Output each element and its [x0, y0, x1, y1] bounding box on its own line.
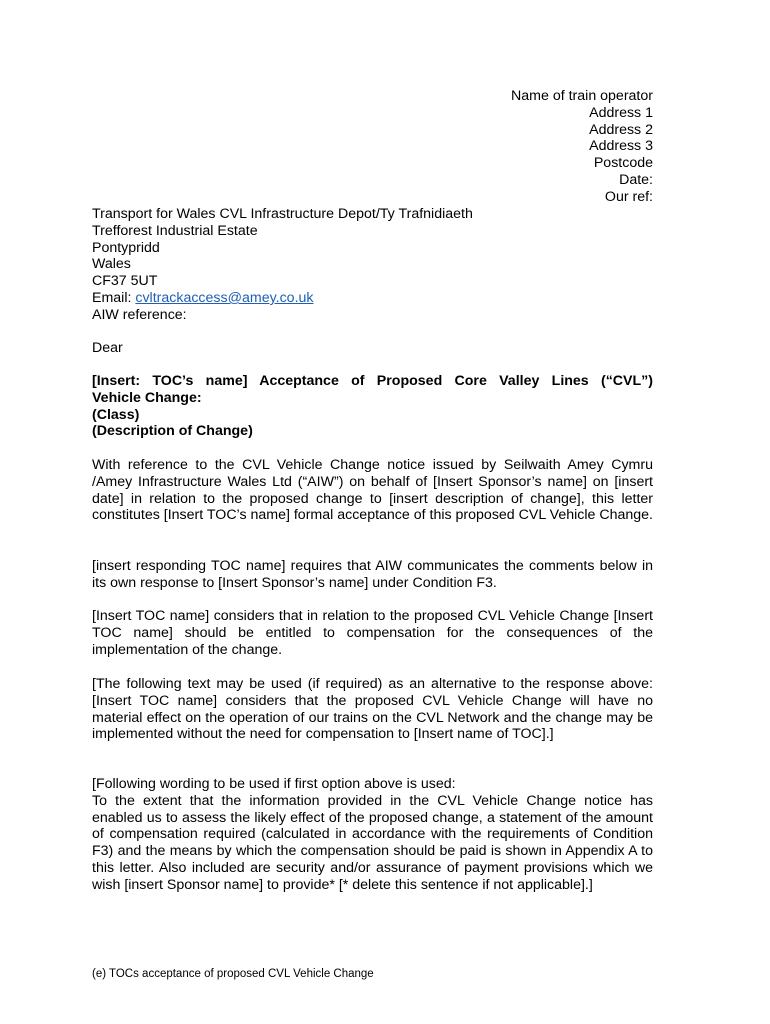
- sender-date: Date:: [619, 171, 653, 188]
- subject-line-3: (Class): [92, 406, 140, 423]
- page-footer: (e) TOCs acceptance of proposed CVL Vehicle Change: [92, 968, 374, 980]
- following-wording-body: To the extent that the information provided in the CVL Vehicle Change notice has enabled us to assess the likely effect of the proposed change, a statement of the amount of compensation required (calculated in accordance with the requirements of Condition F3) and the means by which the compensation should be paid is shown in Appendix A to this letter. Also included are security and/or assurance of payment provisions which we wish [insert Sponsor name] to provide* [* delete this sentence if not applicable].]: [92, 792, 653, 893]
- sender-our-ref: Our ref:: [604, 188, 653, 205]
- recipient-line-3: Pontypridd: [92, 239, 160, 256]
- sender-address-1: Address 1: [589, 104, 653, 121]
- sender-postcode: Postcode: [593, 155, 653, 172]
- recipient-email-line: [92, 290, 473, 307]
- subject-line-1: [Insert: TOC’s name] Acceptance of Proposed Core Valley Lines (“CVL”): [92, 373, 653, 389]
- email-link[interactable]: cvltrackaccess@amey.co.uk: [135, 289, 314, 306]
- paragraph-alternative: [The following text may be used (if required) as an alternative to the response above:[Insert TOC name] considers that the proposed CVL Vehicle Change will have no material effect on the operation of our trains on the CVL Network and the change may be implemented without the need for compensation to [Insert name of TOC].]: [92, 676, 653, 743]
- recipient-postcode: CF37 5UT: [92, 273, 158, 290]
- sender-name: Name of train operator: [511, 88, 653, 104]
- sender-address-2: Address 2: [589, 121, 653, 138]
- paragraph-reference: With reference to the CVL Vehicle Change notice issued by Seilwaith Amey Cymru /Amey Infrastructure Wales Ltd (“AIW”) on behalf of [Insert Sponsor’s name] on [insert date] in relation to the proposed change to [insert description of change], this letter constitutes [Insert TOC’s name] formal acceptance of this proposed CVL Vehicle Change.: [92, 457, 653, 524]
- subject-line-2: Vehicle Change:: [92, 389, 202, 406]
- subject-heading: [92, 373, 653, 440]
- paragraph-compensation: [Insert TOC name] considers that in relation to the proposed CVL Vehicle Change [Insert TOC name] should be entitled to compensation for the consequences of the implementation of the change.: [92, 608, 653, 658]
- recipient-line-4: Wales: [92, 256, 131, 273]
- email-label: Email:: [92, 289, 136, 306]
- recipient-line-1: Transport for Wales CVL Infrastructure Depot/Ty Trafnidiaeth: [92, 206, 473, 222]
- following-wording-heading: [Following wording to be used if first option above is used:: [92, 776, 456, 792]
- aiw-reference: AIW reference:: [92, 306, 187, 323]
- sender-address-block: [511, 88, 653, 206]
- subject-line-4: (Description of Change): [92, 423, 253, 440]
- recipient-address-block: [92, 206, 473, 324]
- sender-address-3: Address 3: [589, 138, 653, 155]
- paragraph-comments: [insert responding TOC name] requires that AIW communicates the comments below in its own response to [Insert Sponsor’s name] under Condition F3.: [92, 558, 653, 591]
- recipient-line-2: Trefforest Industrial Estate: [92, 222, 258, 239]
- paragraph-following-wording: [92, 776, 653, 894]
- salutation: Dear: [92, 340, 123, 356]
